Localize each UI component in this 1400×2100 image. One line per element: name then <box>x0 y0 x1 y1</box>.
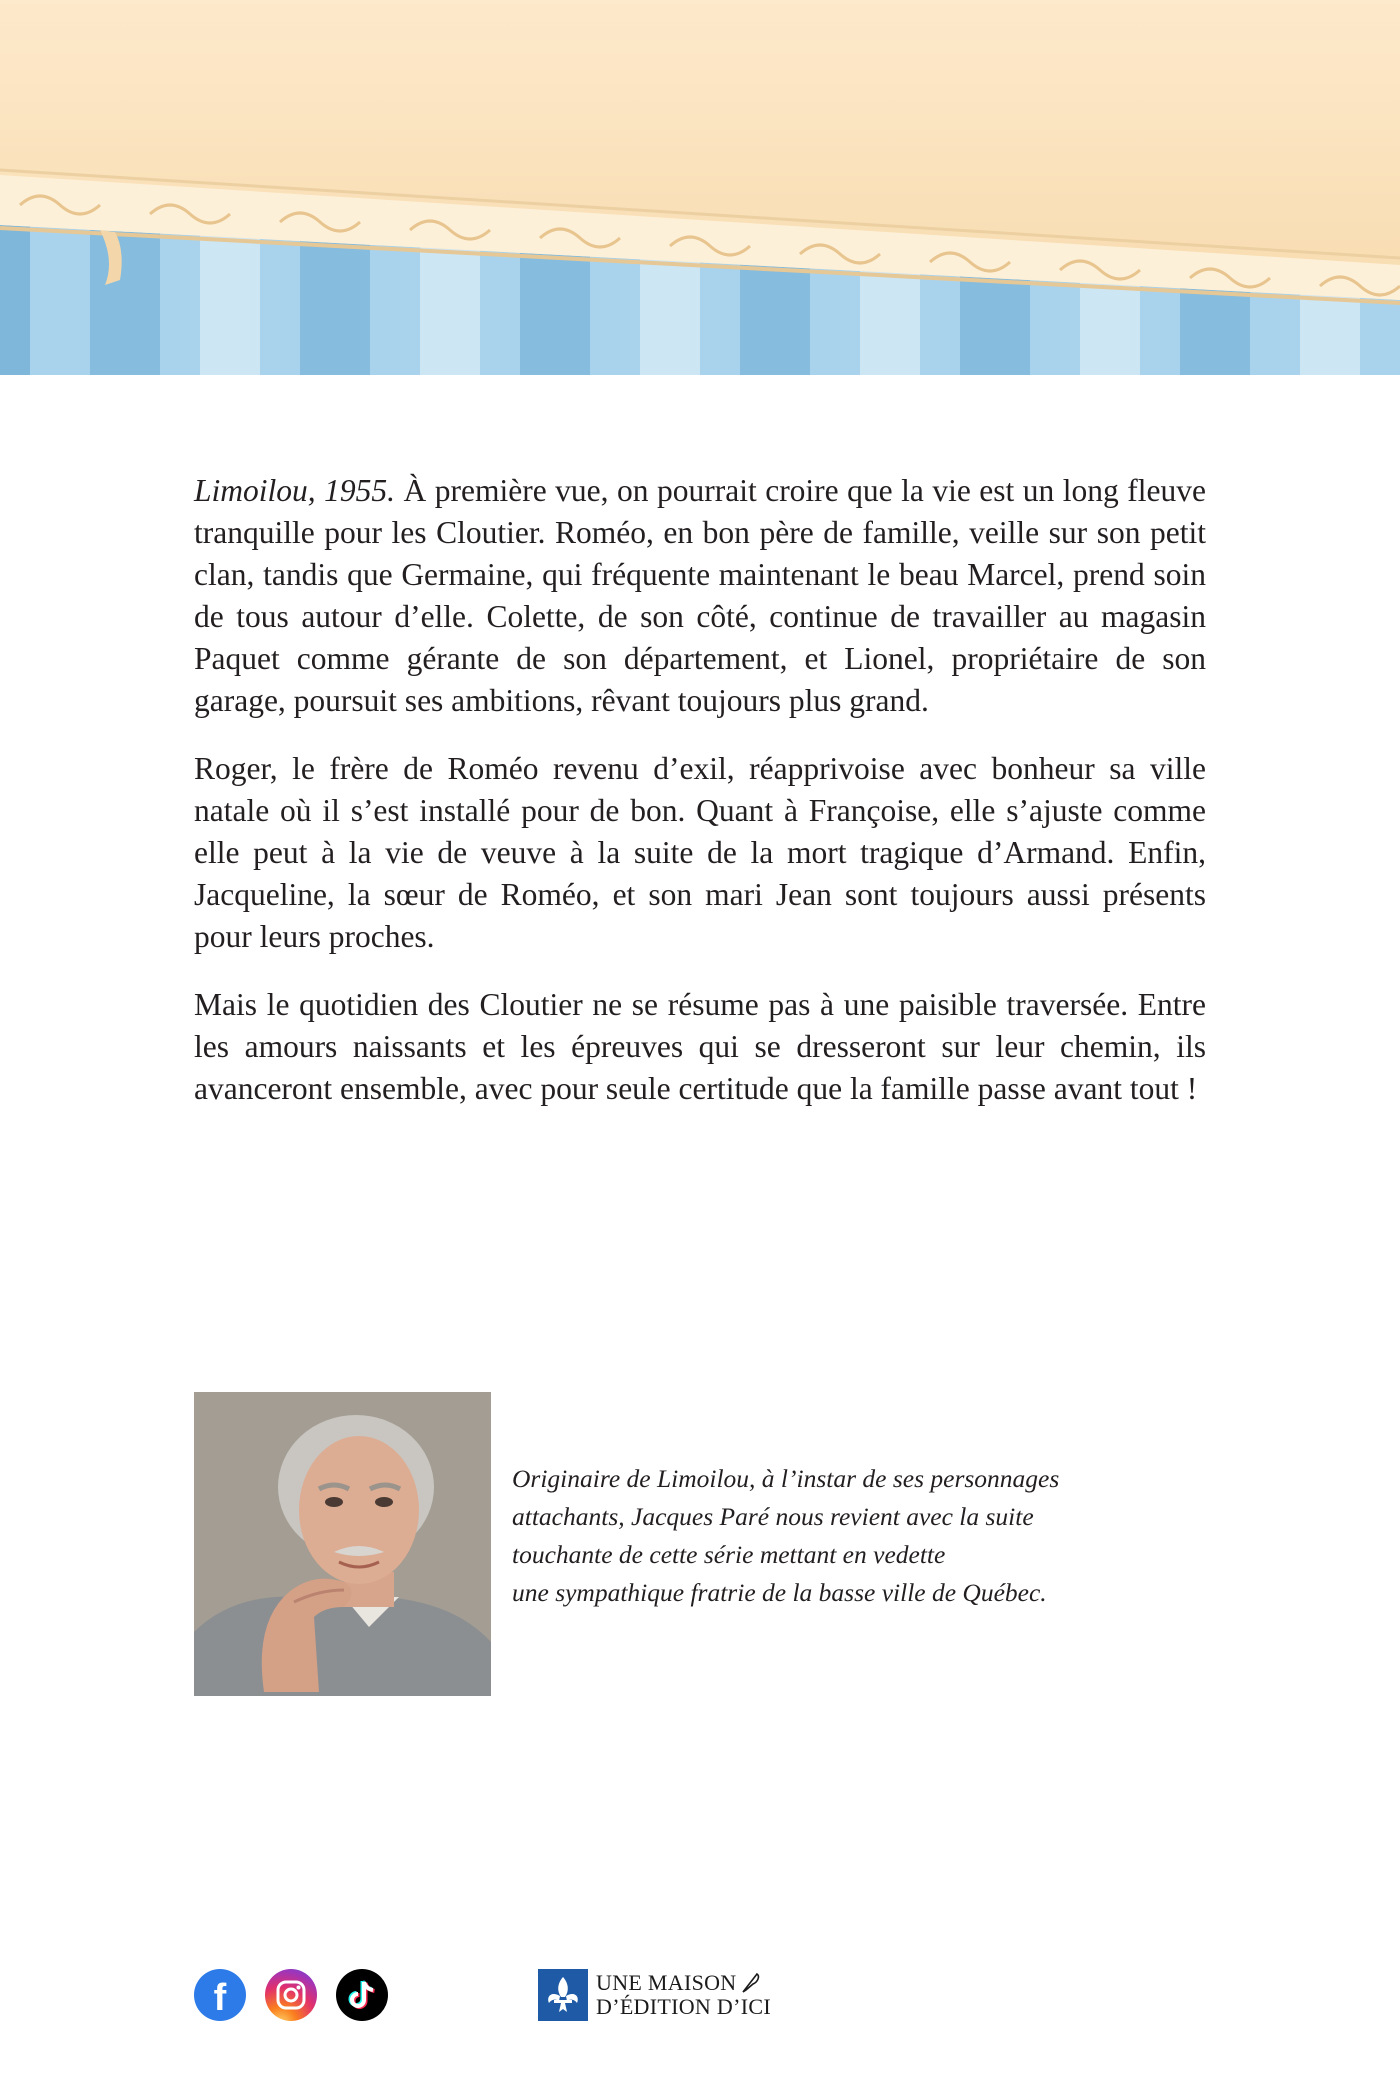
author-bio-line: touchante de cette série mettant en vedette <box>512 1540 946 1569</box>
facebook-icon[interactable] <box>194 1969 246 2021</box>
author-bio-line: une sympathique fratrie de la basse ville de Québec. <box>512 1578 1047 1607</box>
author-photo <box>194 1392 491 1696</box>
synopsis-paragraph-1 <box>194 470 1206 722</box>
header-illustration <box>0 0 1400 375</box>
publisher-logo <box>538 1969 771 2021</box>
place-date: Limoilou, 1955. <box>194 473 396 508</box>
tiktok-icon[interactable] <box>336 1969 388 2021</box>
synopsis-paragraph-2: Roger, le frère de Roméo revenu d’exil, réapprivoise avec bonheur sa ville natale où il s’est installé pour de bon. Quant à Françoise, elle s’ajuste comme elle peut à la vie de veuve à la suite de la mort tragique d’Armand. Enfin, Jacqueline, la sœur de Roméo, et son mari Jean sont toujours aussi présents pour leurs proches. <box>194 751 1206 954</box>
author-bio-line: attachants, Jacques Paré nous revient avec la suite <box>512 1502 1034 1531</box>
quill-icon <box>741 1972 761 1994</box>
publisher-line-2: D’ÉDITION D’ICI <box>596 1994 771 2019</box>
synopsis-paragraph-3: Mais le quotidien des Cloutier ne se résume pas à une paisible traversée. Entre les amours naissants et les épreuves qui se dresseront sur leur chemin, ils avanceront ensemble, avec pour seule certitude que la famille passe avant tout ! <box>194 987 1206 1106</box>
author-bio <box>512 1460 1112 1612</box>
author-bio-line: Originaire de Limoilou, à l’instar de ses personnages <box>512 1464 1060 1493</box>
fleur-de-lis-icon <box>538 1969 588 2021</box>
publisher-line-1: UNE MAISON <box>596 1970 737 1995</box>
social-icons <box>194 1969 388 2021</box>
synopsis <box>194 470 1206 1136</box>
paragraph-1-text: À première vue, on pourrait croire que la vie est un long fleuve tranquille pour les Cloutier. Roméo, en bon père de famille, veille sur son petit clan, tandis que Germaine, qui fréquente maintenant le beau Marcel, prend soin de tous autour d’elle. Colette, de son côté, continue de travailler au magasin Paquet comme gérante de son département, et Lionel, propriétaire de son garage, poursuit ses ambitions, rêvant toujours plus grand. <box>194 473 1206 718</box>
instagram-icon[interactable] <box>265 1969 317 2021</box>
facebook-glyph: f <box>213 1976 227 2019</box>
